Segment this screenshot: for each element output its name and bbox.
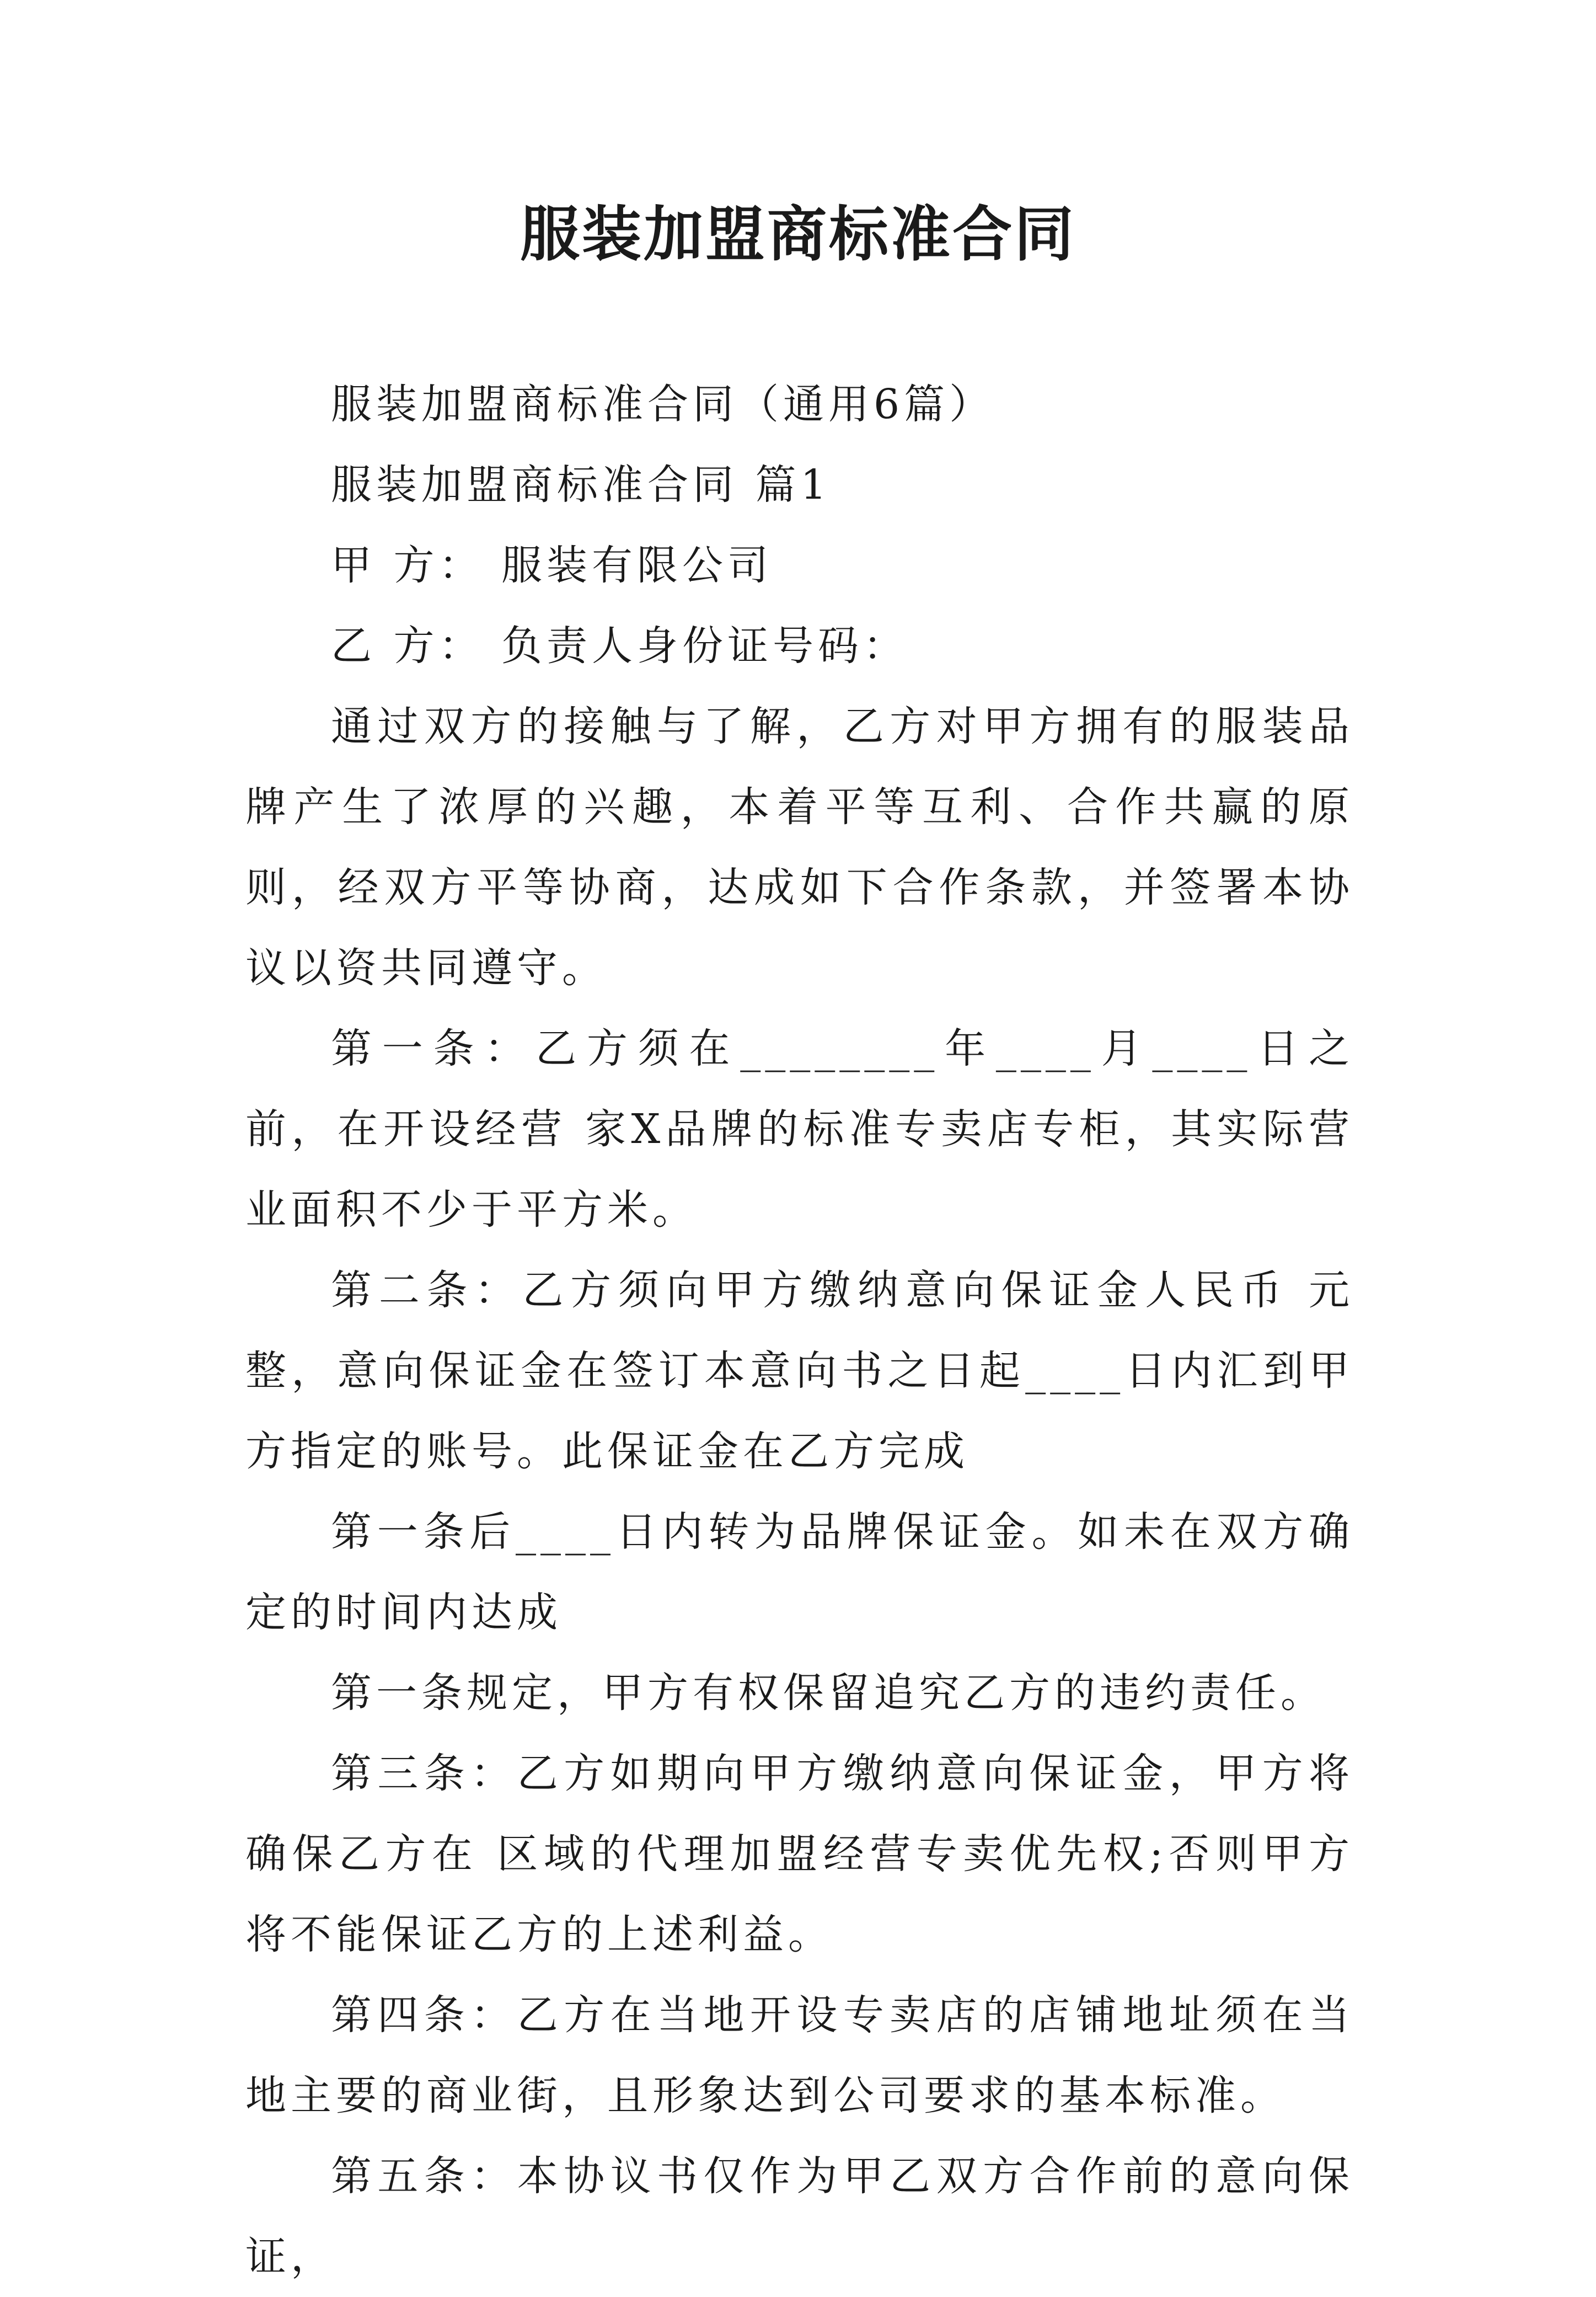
paragraph-article-4: 第四条：乙方在当地开设专卖店的店铺地址须在当地主要的商业街，且形象达到公司要求的基本标准。 (245, 1991, 1354, 2119)
document-title: 服装加盟商标准合同 (519, 200, 1076, 269)
paragraph-article-3: 第三条：乙方如期向甲方缴纳意向保证金，甲方将确保乙方在 区域的代理加盟经营专卖优先权;否则甲方将不能保证乙方的上述利益。 (245, 1750, 1354, 1958)
paragraph-party-b: 乙 方： 负责人身份证号码： (331, 622, 909, 670)
paragraph-subtitle: 服装加盟商标准合同（通用6篇） (331, 381, 995, 428)
paragraph-section-heading: 服装加盟商标准合同 篇1 (331, 461, 831, 509)
paragraph-article-1: 第一条：乙方须在________年____月____日之前，在开设经营 家X品牌的标准专卖店专柜，其实际营业面积不少于平方米。 (245, 1025, 1354, 1233)
paragraph-article-2-cont-a: 第一条后____日内转为品牌保证金。如未在双方确定的时间内达成 (245, 1508, 1354, 1636)
paragraph-article-5: 第五条：本协议书仅作为甲乙双方合作前的意向保证， (245, 2152, 1354, 2280)
paragraph-article-2-cont-b: 第一条规定，甲方有权保留追究乙方的违约责任。 (331, 1669, 1326, 1717)
paragraph-party-a: 甲 方： 服装有限公司 (331, 542, 773, 589)
paragraph-preamble: 通过双方的接触与了解，乙方对甲方拥有的服装品牌产生了浓厚的兴趣，本着平等互利、合作共赢的原则，经双方平等协商，达成如下合作条款，并签署本协议以资共同遵守。 (245, 703, 1354, 992)
document-body (245, 364, 1354, 2297)
paragraph-article-2: 第二条：乙方须向甲方缴纳意向保证金人民币 元整，意向保证金在签订本意向书之日起____日内汇到甲方指定的账号。此保证金在乙方完成 (245, 1267, 1354, 1475)
